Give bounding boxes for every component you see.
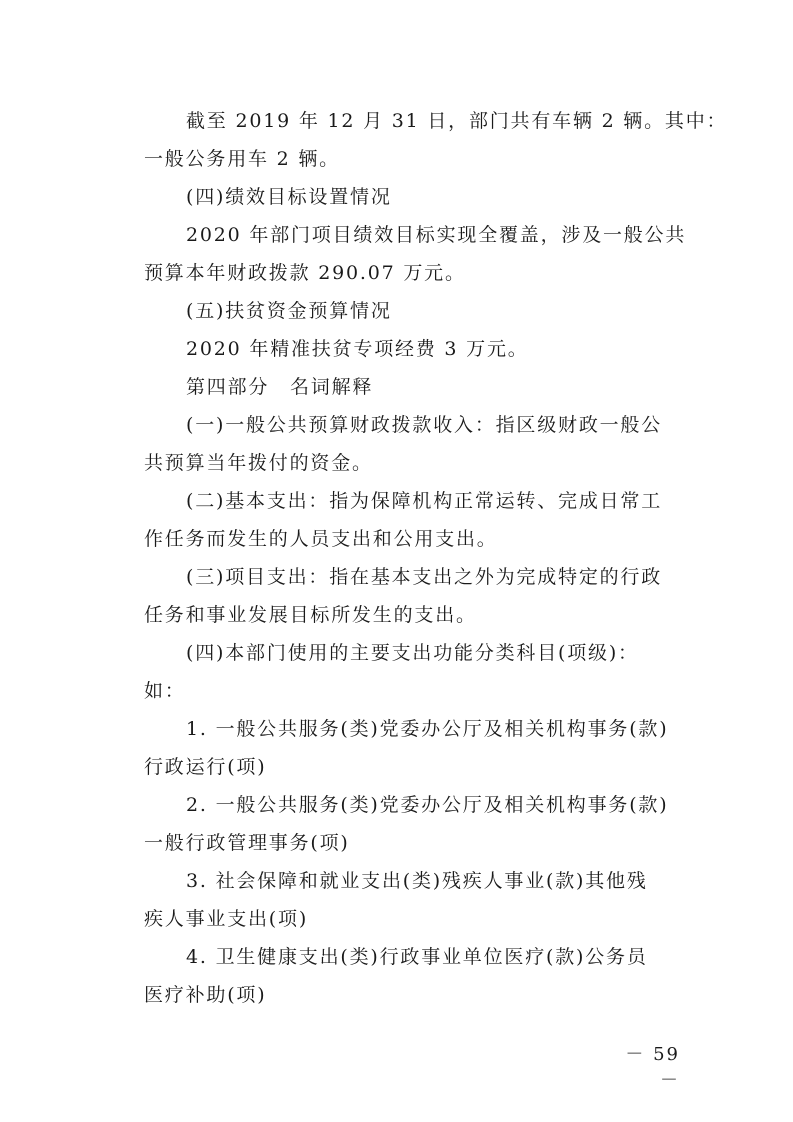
glossary-item-2-line-2: 作任务而发生的人员支出和公用支出。	[144, 528, 498, 550]
heading-performance-targets: (四)绩效目标设置情况	[186, 186, 392, 208]
paragraph-poverty-funds: 2020 年精准扶贫专项经费 3 万元。	[186, 338, 529, 360]
glossary-item-1-line-2: 共预算当年拨付的资金。	[144, 452, 373, 474]
paragraph-performance-line-2: 预算本年财政拨款 290.07 万元。	[144, 262, 466, 284]
glossary-item-4-line-2: 如：	[144, 680, 186, 702]
subject-item-1-line-1: 1. 一般公共服务(类)党委办公厅及相关机构事务(款)	[186, 718, 669, 740]
paragraph-vehicles-line-2: 一般公务用车 2 辆。	[144, 148, 340, 170]
subject-item-2-line-1: 2. 一般公共服务(类)党委办公厅及相关机构事务(款)	[186, 794, 669, 816]
glossary-item-2-line-1: (二)基本支出：指为保障机构正常运转、完成日常工	[186, 490, 663, 512]
glossary-item-3-line-1: (三)项目支出：指在基本支出之外为完成特定的行政	[186, 566, 663, 588]
subject-item-1-line-2: 行政运行(项)	[144, 756, 267, 778]
glossary-item-1-line-1: (一)一般公共预算财政拨款收入：指区级财政一般公	[186, 414, 663, 436]
heading-poverty-funds: (五)扶贫资金预算情况	[186, 300, 392, 322]
paragraph-performance-line-1: 2020 年部门项目绩效目标实现全覆盖，涉及一般公共	[186, 224, 687, 246]
subject-item-4-line-2: 医疗补助(项)	[144, 984, 267, 1006]
subject-item-4-line-1: 4. 卫生健康支出(类)行政事业单位医疗(款)公务员	[186, 946, 648, 968]
subject-item-2-line-2: 一般行政管理事务(项)	[144, 832, 350, 854]
section-title-glossary: 第四部分 名词解释	[186, 376, 374, 398]
page-number: － 59 －	[625, 1044, 680, 1091]
glossary-item-3-line-2: 任务和事业发展目标所发生的支出。	[144, 604, 477, 626]
paragraph-vehicles-line-1: 截至 2019 年 12 月 31 日，部门共有车辆 2 辆。其中：	[186, 110, 728, 132]
subject-item-3-line-2: 疾人事业支出(项)	[144, 908, 309, 930]
glossary-item-4-line-1: (四)本部门使用的主要支出功能分类科目(项级)：	[186, 642, 639, 664]
subject-item-3-line-1: 3. 社会保障和就业支出(类)残疾人事业(款)其他残	[186, 870, 648, 892]
